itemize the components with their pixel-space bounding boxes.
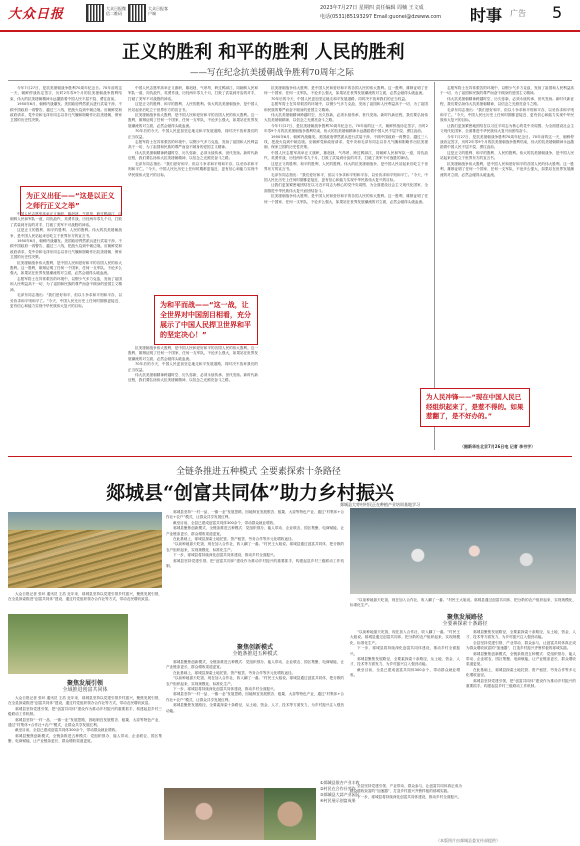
story-kicker: 全链条推进五种模式 全要素探索十条路径 [176, 467, 341, 477]
paragraph: 中国人民志愿军高举正义旗帜，雄赳赳、气昂昂，跨过鸭绿江，同朝鲜人民和军队一道，同仇敌忾、英勇作战，历经两年零九个月，打败了武装到牙齿的对手，打破了美军不可战胜的神话。 [264, 150, 428, 161]
article-column [166, 510, 344, 638]
paragraph: 郯城县聚焦发展路径，全要素探索十条路径，从土地、资金、人才、技术等方面发力，为乡村振兴注入强劲动能。 [350, 657, 460, 667]
paragraph: 郯城县聚焦创新模式，全链条推进五种模式：党组织领办、能人带动、企业联农、园区集聚、电商赋能，让产业链条更长、群众增收渠道更宽。 [166, 526, 344, 536]
photo-credit: （本版图片由郯城县委宣传部提供） [436, 838, 500, 843]
article-column [440, 86, 574, 384]
workers-photo [350, 508, 576, 594]
paragraph: 这是正义的胜利、和平的胜利、人民的胜利。伟大的抗美援朝战争，是中国人民站起来后屹立于世界东方的宣言书。 [264, 161, 428, 172]
paragraph: 截至目前，全县已建成创富共同体300余个，带动群众就业增收。 [350, 667, 460, 678]
article-column [10, 212, 122, 450]
paragraph: 70年后的今天，中国人民更加坚定地走和平发展道路，同时决不放弃我们的正当权益。 [128, 129, 258, 139]
pull-quote: 为和平而战——“这一战，让全世界对中国刮目相看，充分展示了中国人民捍卫世界和平的坚定决心！” [154, 295, 258, 345]
paragraph: 郯城县聚焦发展路径，全要素探索十条路径，从土地、资金、人才、技术等方面发力，为乡村振兴注入强劲动能。 [466, 630, 576, 640]
article-column [128, 346, 258, 450]
paragraph: “以前种地靠天吃饭，现在加入合作社，收入翻了一番。”村民王大姐说。郯城县通过创富共同体，把分散的农户组织起来，实现规模化、标准化生产。 [166, 542, 344, 552]
paragraph: 中国人民志愿军高举正义旗帜，雄赳赳、气昂昂，跨过鸭绿江，同朝鲜人民和军队一道，同仇敌忾、英勇作战，历经两年零九个月，打败了武装到牙齿的对手，打破了美军不可战胜的神话。 [128, 86, 258, 101]
byline: （据新华社北京7月26日电 记者 李书字） [460, 444, 536, 449]
paragraph: 郯城县聚焦创新模式，全链条推进五种模式：党组织领办、能人带动、企业联农、园区集聚、电商赋能，让产业链条更长、群众增收渠道更宽。 [466, 651, 576, 667]
paragraph: “以前种地靠天吃饭，现在加入合作社，收入翻了一番。”村民王大姐说。郯城县通过创富共同体，把分散的农户组织起来，实现规模化、标准化生产。 [166, 676, 344, 686]
page-number: 5 [552, 3, 563, 22]
paragraph: 抗美援朝战争伟大胜利，是中国人民和爱好和平的各国人民的伟大胜利。这一胜利，雄辩证明了任何一个国家、任何一支军队，不论多么强大，如果站在世界发展潮流的对立面，必然会碰得头破血流。 [264, 194, 428, 204]
qr-code-icon [86, 4, 104, 22]
article-column [466, 630, 576, 834]
paragraph: 今年7月27日，是抗美援朝战争胜利70周年纪念日。70年前的这一天，朝鲜停战协定签字，历时2年零9个月的抗美援朝战争胜利结束，伟大的抗美援朝精神永远激励着中国人民不屈不挠、勇往直前。 [10, 86, 122, 101]
qr-code-icon [128, 4, 146, 22]
caption-line: ④村民展示创富成果 [320, 798, 356, 803]
paragraph: 在此基础上，郯城县探索土地托管、资产租赁、劳务合作等多元化增收途径。 [466, 667, 576, 678]
paragraph: 郯城县坚持党建引领，把“创富共同体”建设作为推动乡村振兴的重要抓手，构建起县乡村三级联动工作机制。 [466, 678, 576, 689]
contact-info: 电话(0531)85193297 Email:guonei@dzwww.com [320, 14, 442, 20]
paragraph: 在此基础上，郯城县探索土地托管、资产租赁、劳务合作等多元化增收途径。 [173, 670, 296, 675]
paragraph: 抗美援朝战争伟大胜利，是中国人民和爱好和平的各国人民的伟大胜利。这一胜利，雄辩证明了任何一个国家、任何一支军队，不论多么强大，如果站在世界发展潮流的对立面，必然会碰得头破血流。 [128, 346, 258, 361]
subsection-heading: 聚焦创新模式 [236, 644, 273, 651]
paragraph: 伟大抗美援朝精神跨越时空、历久弥新，必须永续传承、世代发扬。新时代新征程，我们要弘扬伟大抗美援朝精神，以信念之光照亮奋斗之路。 [264, 113, 428, 123]
newspaper-logo: 大众日报 [8, 7, 65, 22]
photo-caption: 郯城县大枣村村民正在种植产业培训基地学习 [340, 502, 420, 507]
paragraph: 70年后的今天，中国人民更加坚定地走和平发展道路，同时决不放弃我们的正当权益。 [271, 96, 409, 101]
paragraph: 毛泽东同志指出：“我们爱好和平，但以斗争求和平则和平存，以妥协求和平则和平亡。”今天，中国人民比历史上任何时期都更接近、更有信心和能力实现中华民族伟大复兴的目标。 [128, 161, 258, 177]
paragraph: 这是正义的胜利、和平的胜利、人民的胜利。伟大的抗美援朝战争，是中国人民站起来后屹立于世界东方的宣言书。 [440, 150, 574, 161]
paragraph: 大众日报记者 张环 通讯员 王浩 近年来，郯城县坚持以党建引领乡村振兴，聚焦发展引领，在全县探索推进“创富共同体”建设，通过村党组织领办合作社等方式，带动农民增收致富。 [8, 696, 162, 706]
headline-divider [8, 80, 572, 81]
paragraph: 伟大抗美援朝精神跨越时空、历久弥新，必须永续传承、世代发扬。新时代新征程，我们要弘扬伟大抗美援朝精神，以信念之光照亮奋斗之路。 [128, 373, 258, 383]
qr-caption: 大众日报客户端 [148, 6, 168, 16]
qr-caption: 大众日报微信二维码 [106, 6, 126, 16]
paragraph: 让我们更加紧密地团结在以习近平同志为核心的党中央周围，为全面建设社会主义现代化国家、全面推进中华民族伟大复兴而团结奋斗。 [264, 183, 428, 193]
farm-photo [8, 614, 128, 674]
article-column [10, 86, 122, 184]
lead-subhead: ——写在纪念抗美援朝战争胜利70周年之际 [190, 68, 354, 78]
article-column [350, 598, 576, 610]
paragraph: 70年后的今天，中国人民更加坚定地走和平发展道路，同时决不放弃我们的正当权益。 [128, 362, 258, 372]
paragraph: 下一步，郯城县将持续深化创富共同体建设，推动乡村全面振兴。 [173, 553, 278, 558]
paragraph: 下一步，郯城县将持续深化创富共同体建设，推动乡村全面振兴。 [357, 794, 462, 799]
paragraph: 志愿军将士在异常艰苦的环境中，以钢少气多力克敌，发扬了祖国和人民利益高于一切、为了祖国和民族的尊严而奋不顾身的爱国主义精神。 [10, 276, 122, 292]
caption-line: ③郯城县大蒜产业园区 [320, 792, 360, 797]
lead-headline: 正义的胜利 和平的胜利 人民的胜利 [122, 42, 405, 63]
paragraph: 中国人民志愿军高举正义旗帜，雄赳赳、气昂昂，跨过鸭绿江，同朝鲜人民和军队一道，同仇敌忾、英勇作战，历经两年零九个月，打败了武装到牙齿的对手，打破了美军不可战胜的神话。 [10, 212, 122, 227]
paragraph: 郯城县坚持“一村一品、一镇一业”发展思路，因地制宜发展银杏、板栗、大蒜等特色产业，通过“村集体+合作社+农户”模式，让群众共享发展红利。 [166, 692, 344, 702]
paragraph: 下一步，郯城县将持续深化创富共同体建设，推动乡村全面振兴。 [173, 687, 278, 692]
paragraph: 志愿军将士在异常艰苦的环境中，以钢少气多力克敌，发扬了祖国和人民利益高于一切、为了祖国和民族的尊严而奋不顾身的爱国主义精神。 [264, 102, 428, 112]
paragraph: 截至目前，全县已建成创富共同体300余个，带动群众就业增收。 [173, 520, 277, 525]
article-column [350, 784, 462, 836]
paragraph: 全县坚持党建引领、产业带动、群众参与，让创富共同体真正成为群众增收致富的“加速器”，打造乡村振兴齐鲁样板的郯城实践。 [466, 640, 576, 651]
paragraph: 这是正义的胜利、和平的胜利、人民的胜利。伟大的抗美援朝战争，是中国人民站起来后屹立于世界东方的宣言书。 [128, 102, 258, 112]
article-column [166, 660, 344, 784]
produce-photo [264, 788, 316, 840]
article-column [128, 86, 258, 292]
paragraph: 1950年6月，朝鲜内战爆发。美国政府悍然派兵进行武装干涉，不顾中国政府一再警告，越过三八线，把战火烧到中朝边境。应朝鲜党和政府请求，党中央和毛泽东同志以非凡气魄和胆略作出抗美援朝、保家卫国的历史性决策。 [10, 102, 122, 123]
paragraph: 抗美援朝战争伟大胜利，是中国人民和爱好和平的各国人民的伟大胜利。这一胜利，雄辩证明了任何一个国家、任何一支军队，不论多么强大，如果站在世界发展潮流的对立面，必然会碰得头破血流。 [128, 113, 258, 128]
paragraph: 1950年6月，朝鲜内战爆发。美国政府悍然派兵进行武装干涉，不顾中国政府一再警告，越过三八线，把战火烧到中朝边境。应朝鲜党和政府请求，党中央和毛泽东同志以非凡气魄和胆略作出抗美援朝、保家卫国的历史性决策。 [10, 239, 122, 260]
paragraph: 今年7月27日，是抗美援朝战争胜利70周年纪念日。70年前的这一天，朝鲜停战协定签字，历时2年零9个月的抗美援朝战争胜利结束，伟大的抗美援朝精神永远激励着中国人民不屈不挠、勇往直前。 [440, 134, 574, 150]
paragraph: 今年7月27日，是抗美援朝战争胜利70周年纪念日。70年前的这一天，朝鲜停战协定签字，历时2年零9个月的抗美援朝战争胜利结束，伟大的抗美援朝精神永远激励着中国人民不屈不挠、勇往直前。 [264, 123, 428, 134]
paragraph: 郯城县聚焦创新模式，全链条推进五种模式：党组织领办、能人带动、企业联农、园区集聚、电商赋能，让产业链条更长、群众增收渠道更宽。 [166, 660, 344, 670]
article-column [264, 86, 428, 450]
article-column [350, 630, 460, 780]
paragraph: 在此基础上，郯城县探索土地托管、资产租赁、劳务合作等多元化增收途径。 [173, 537, 296, 542]
paragraph: 这是正义的胜利、和平的胜利、人民的胜利。伟大的抗美援朝战争，是中国人民站起来后屹立于世界东方的宣言书。 [10, 228, 122, 238]
article-column [8, 696, 162, 842]
paragraph: 抗美援朝战争伟大胜利，是中国人民和爱好和平的各国人民的伟大胜利。这一胜利，雄辩证明了任何一个国家、任何一支军队，不论多么强大，如果站在世界发展潮流的对立面，必然会碰得头破血流。 [264, 86, 428, 96]
masthead [0, 0, 580, 32]
pull-quote: 为正义出征——“这是以正义之师行正义之举” [20, 186, 122, 216]
villagers-photo [164, 788, 264, 840]
paragraph: 郯城县坚持“一村一品、一镇一业”发展思路，因地制宜发展银杏、板栗、大蒜等特色产业，通过“村集体+合作社+农户”模式，让群众共享发展红利。 [166, 510, 344, 520]
masthead-divider [0, 30, 580, 32]
paragraph: 郯城县坚持党建引领，把“创富共同体”建设作为推动乡村振兴的重要抓手，构建起县乡村三级联动工作机制。 [8, 706, 162, 717]
paragraph: 郯城县坚持党建引领，把“创富共同体”建设作为推动乡村振兴的重要抓手，构建起县乡村三级联动工作机制。 [166, 558, 344, 569]
paragraph: 志愿军将士在异常艰苦的环境中，以钢少气多力克敌，发扬了祖国和人民利益高于一切、为了祖国和民族的尊严而奋不顾身的爱国主义精神。 [440, 86, 574, 96]
paragraph: 抗美援朝战争伟大胜利，是中国人民和爱好和平的各国人民的伟大胜利。这一胜利，雄辩证明了任何一个国家、任何一支军队，不论多么强大，如果站在世界发展潮流的对立面，必然会碰得头破血流。 [10, 260, 122, 276]
issue-info: 2023年7月27日 星期四 责任编辑 周楠 王文成 [320, 5, 424, 11]
paragraph: 伟大抗美援朝精神跨越时空、历久弥新，必须永续传承、世代发扬。新时代新征程，我们要弘扬伟大抗美援朝精神，以信念之光照亮奋斗之路。 [128, 150, 258, 161]
caption-line: ②村民在合作社劳作 [320, 786, 356, 791]
caption-line: ①郯城县银杏产业丰收 [320, 780, 360, 785]
paragraph: 截至目前，全县已建成创富共同体300余个，带动群众就业增收。 [15, 728, 119, 733]
paragraph: 让我们更加紧密地团结在以习近平同志为核心的党中央周围，为全面建设社会主义现代化国家、全面推进中华民族伟大复兴而团结奋斗。 [440, 123, 574, 134]
section-subtitle: 广告 [510, 9, 526, 18]
farmland-photo [8, 512, 162, 588]
paragraph: 下一步，郯城县将持续深化创富共同体建设，推动乡村全面振兴。 [350, 646, 460, 656]
paragraph: 毛泽东同志指出：“我们爱好和平，但以斗争求和平则和平存，以妥协求和平则和平亡。”今天，中国人民比历史上任何时期都更接近、更有信心和能力实现中华民族伟大复兴的目标。 [10, 293, 122, 308]
section-title: 时事 [470, 6, 503, 25]
paragraph: 大众日报记者 张环 通讯员 王浩 近年来，郯城县坚持以党建引领乡村振兴，聚焦发展引领，在全县探索推进“创富共同体”建设，通过村党组织领办合作社等方式，带动农民增收致富。 [8, 592, 162, 602]
paragraph: 郯城县聚焦创新模式，全链条推进五种模式：党组织领办、能人带动、企业联农、园区集聚、电商赋能，让产业链条更长、群众增收渠道更宽。 [8, 733, 162, 744]
story-headline: 郯城县“创富共同体”助力乡村振兴 [106, 482, 394, 504]
paragraph: 全县坚持党建引领、产业带动、群众参与，让创富共同体真正成为群众增收致富的“加速器”，打造乡村振兴齐鲁样板的郯城实践。 [350, 784, 462, 794]
paragraph: 抗美援朝战争伟大胜利，是中国人民和爱好和平的各国人民的伟大胜利。这一胜利，雄辩证明了任何一个国家、任何一支军队，不论多么强大，如果站在世界发展潮流的对立面，必然会碰得头破血流。 [440, 161, 574, 177]
subsection-subheading: 全域推进创富共同体 [62, 687, 108, 693]
paragraph: 毛泽东同志指出：“我们爱好和平，但以斗争求和平则和平存，以妥协求和平则和平亡。”今天，中国人民比历史上任何时期都更接近、更有信心和能力实现中华民族伟大复兴的目标。 [264, 172, 428, 182]
paragraph: 郯城县坚持“一村一品、一镇一业”发展思路，因地制宜发展银杏、板栗、大蒜等特色产业，通过“村集体+合作社+农户”模式，让群众共享发展红利。 [8, 717, 162, 728]
paragraph: 志愿军将士在异常艰苦的环境中，以钢少气多力克敌，发扬了祖国和人民利益高于一切、为了祖国和民族的尊严而奋不顾身的爱国主义精神。 [128, 140, 258, 150]
article-column [8, 592, 162, 606]
paragraph: 郯城县聚焦发展路径，全要素探索十条路径，从土地、资金、人才、技术等方面发力，为乡村振兴注入强劲动能。 [166, 703, 344, 713]
paragraph: “以前种地靠天吃饭，现在加入合作社，收入翻了一番。”村民王大姐说。郯城县通过创富共同体，把分散的农户组织起来，实现规模化、标准化生产。 [350, 598, 576, 608]
subsection-heading: 聚焦发展引领 [66, 680, 103, 687]
pull-quote: 为人民冲锋——“现在中国人民已经组织起来了，是惹不得的。如果惹翻了，是不好办的。” [420, 388, 530, 427]
paragraph: 伟大抗美援朝精神跨越时空、历久弥新，必须永续传承、世代发扬。新时代新征程，我们要弘扬伟大抗美援朝精神，以信念之光照亮奋斗之路。 [440, 96, 574, 107]
story-divider [8, 456, 572, 457]
paragraph: “以前种地靠天吃饭，现在加入合作社，收入翻了一番。”村民王大姐说。郯城县通过创富共同体，把分散的农户组织起来，实现规模化、标准化生产。 [350, 630, 460, 645]
subsection-subheading: 全要素探索十条路径 [442, 621, 488, 627]
paragraph: 毛泽东同志指出：“我们爱好和平，但以斗争求和平则和平存，以妥协求和平则和平亡。”今天，中国人民比历史上任何时期都更接近、更有信心和能力实现中华民族伟大复兴的目标。 [440, 107, 574, 123]
paragraph: 1950年6月，朝鲜内战爆发。美国政府悍然派兵进行武装干涉，不顾中国政府一再警告，越过三八线，把战火烧到中朝边境。应朝鲜党和政府请求，党中央和毛泽东同志以非凡气魄和胆略作出抗美援朝、保家卫国的历史性决策。 [264, 134, 428, 150]
subsection-heading: 聚焦发展路径 [446, 614, 483, 621]
subsection-subheading: 全链条推进五种模式 [232, 651, 278, 657]
